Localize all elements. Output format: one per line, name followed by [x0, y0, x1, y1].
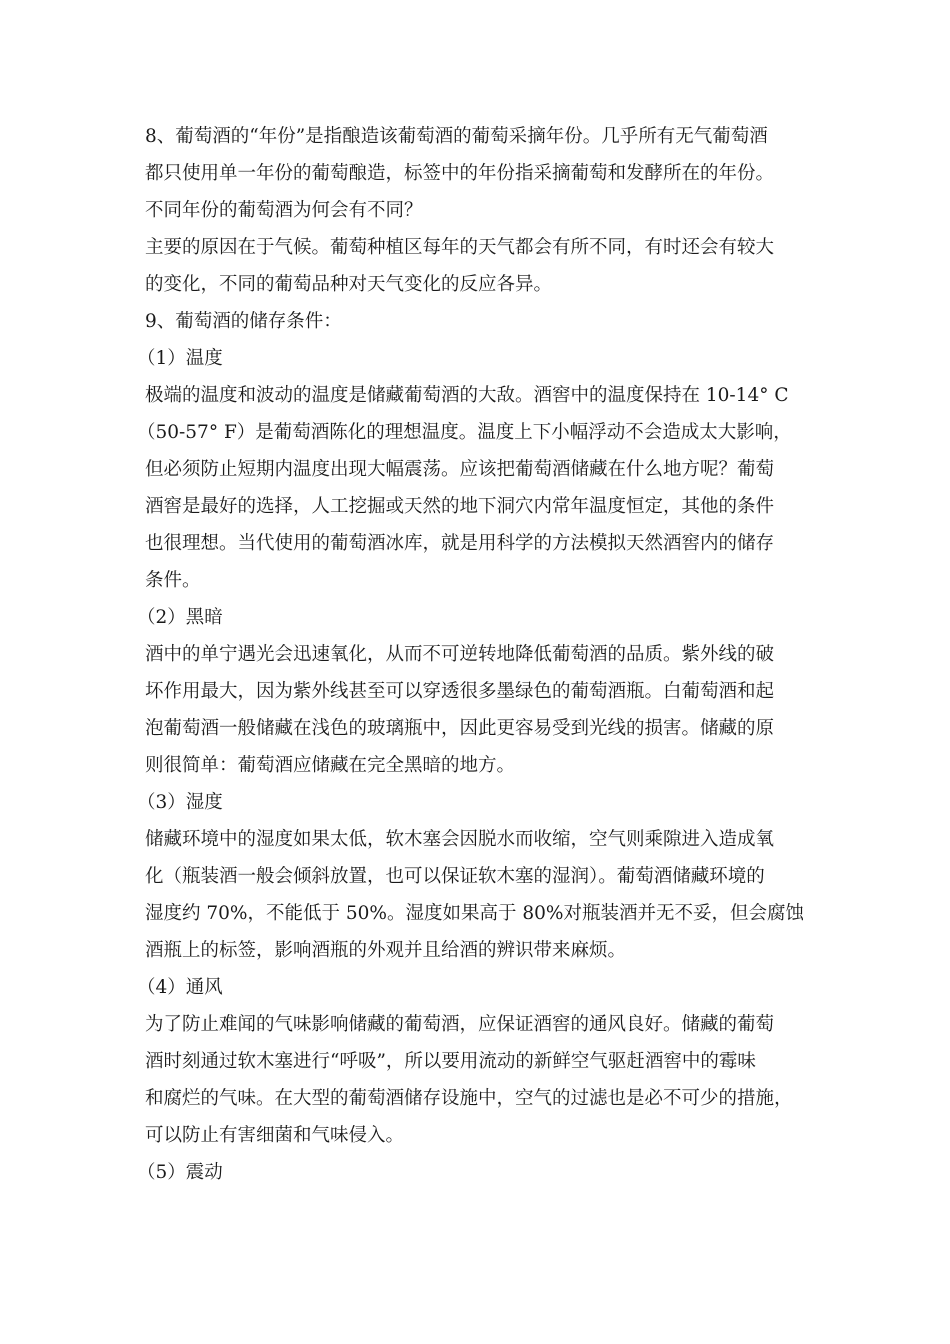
- subsection-heading: （2）黑暗: [137, 607, 223, 628]
- section-heading: 9、葡萄酒的储存条件：: [145, 311, 342, 332]
- text-line: 主要的原因在于气候。葡萄种植区每年的天气都会有所不同，有时还会有较大: [145, 237, 775, 258]
- document-body: [137, 118, 815, 1191]
- text-line: 但必须防止短期内温度出现大幅震荡。应该把葡萄酒储藏在什么地方呢？葡萄: [145, 459, 775, 480]
- text-line: 坏作用最大，因为紫外线甚至可以穿透很多墨绿色的葡萄酒瓶。白葡萄酒和起: [145, 681, 775, 702]
- subsection-heading: （1）温度: [137, 348, 223, 369]
- text-line: 泡葡萄酒一般储藏在浅色的玻璃瓶中，因此更容易受到光线的损害。储藏的原: [145, 718, 775, 739]
- text-line: 条件。: [145, 570, 201, 591]
- text-line: 酒瓶上的标签，影响酒瓶的外观并且给酒的辨识带来麻烦。: [145, 940, 627, 961]
- text-line: 化（瓶装酒一般会倾斜放置，也可以保证软木塞的湿润）。葡萄酒储藏环境的: [145, 866, 765, 887]
- text-line: 也很理想。当代使用的葡萄酒冰库，就是用科学的方法模拟天然酒窖内的储存: [145, 533, 775, 554]
- text-line: 不同年份的葡萄酒为何会有不同？: [145, 200, 423, 221]
- text-line: 储藏环境中的湿度如果太低，软木塞会因脱水而收缩，空气则乘隙进入造成氧: [145, 829, 775, 850]
- text-line: 为了防止难闻的气味影响储藏的葡萄酒，应保证酒窖的通风良好。储藏的葡萄: [145, 1014, 775, 1035]
- text-line: 8、葡萄酒的“年份”是指酿造该葡萄酒的葡萄采摘年份。几乎所有无气葡萄酒: [145, 126, 768, 147]
- subsection-heading: （4）通风: [137, 977, 223, 998]
- text-line: 的变化，不同的葡萄品种对天气变化的反应各异。: [145, 274, 553, 295]
- text-line: 酒中的单宁遇光会迅速氧化，从而不可逆转地降低葡萄酒的品质。紫外线的破: [145, 644, 775, 665]
- text-line: 和腐烂的气味。在大型的葡萄酒储存设施中，空气的过滤也是必不可少的措施，: [145, 1088, 793, 1109]
- text-line: （50-57° F）是葡萄酒陈化的理想温度。温度上下小幅浮动不会造成太大影响，: [137, 422, 792, 443]
- text-line: 极端的温度和波动的温度是储藏葡萄酒的大敌。酒窖中的温度保持在 10-14° C: [145, 385, 789, 406]
- subsection-heading: （5）震动: [137, 1162, 223, 1183]
- text-line: 都只使用单一年份的葡萄酿造，标签中的年份指采摘葡萄和发酵所在的年份。: [145, 163, 775, 184]
- text-line: 则很简单：葡萄酒应储藏在完全黑暗的地方。: [145, 755, 516, 776]
- text-line: 可以防止有害细菌和气味侵入。: [145, 1125, 405, 1146]
- text-line: 湿度约 70%，不能低于 50%。湿度如果高于 80%对瓶装酒并无不妥，但会腐蚀: [145, 903, 805, 924]
- subsection-heading: （3）湿度: [137, 792, 223, 813]
- text-line: 酒窖是最好的选择，人工挖掘或天然的地下洞穴内常年温度恒定，其他的条件: [145, 496, 775, 517]
- text-line: 酒时刻通过软木塞进行“呼吸”，所以要用流动的新鲜空气驱赶酒窖中的霉味: [145, 1051, 756, 1072]
